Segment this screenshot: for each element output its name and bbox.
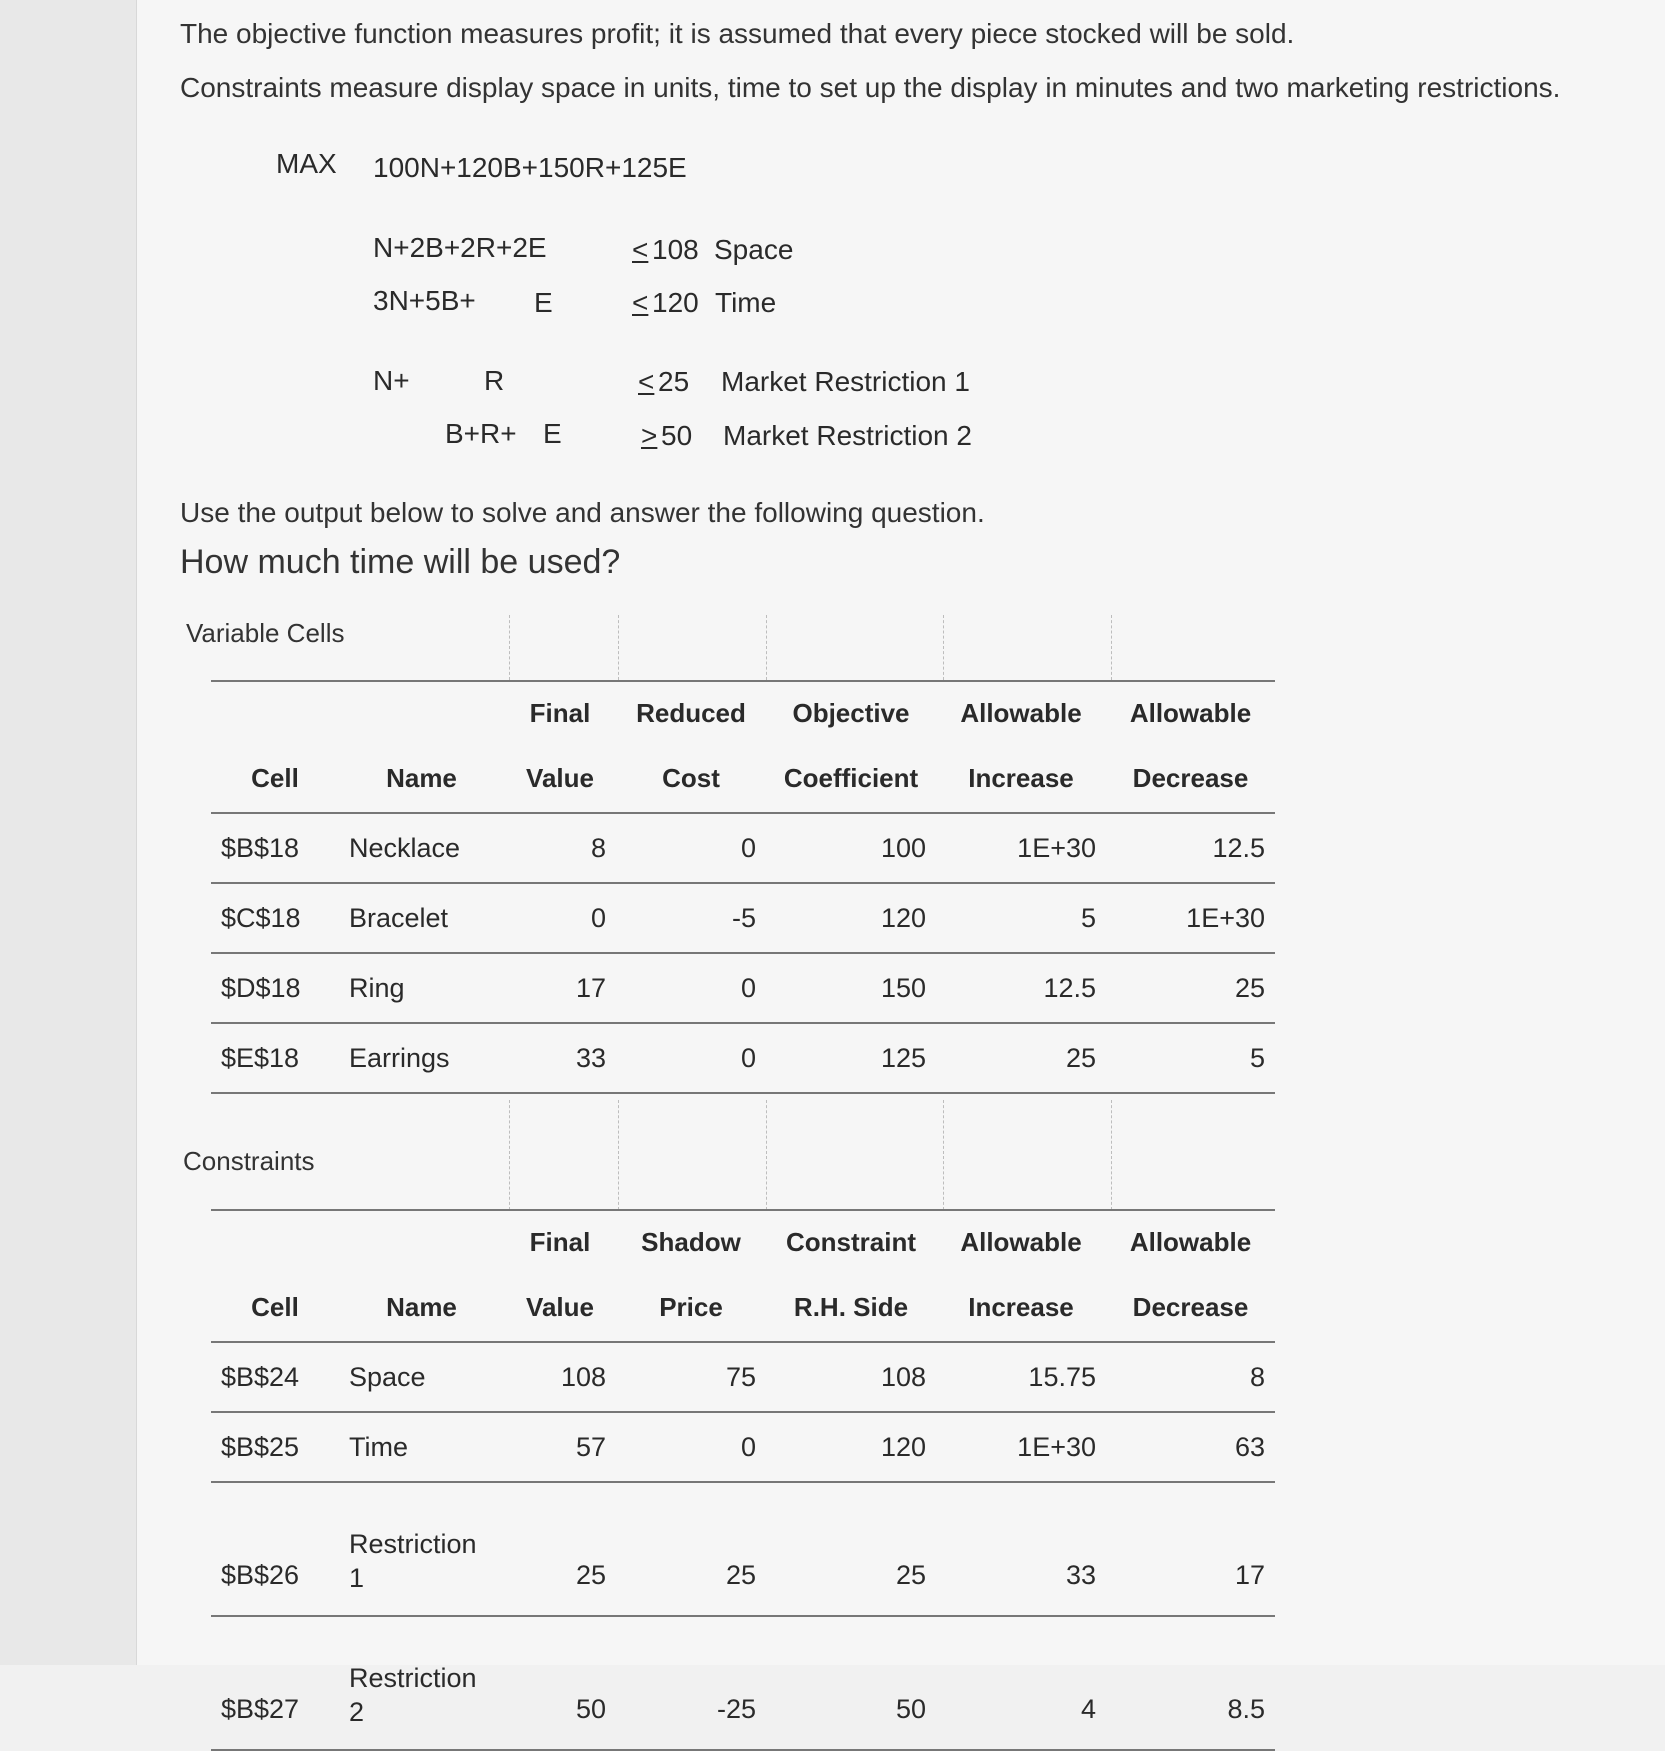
cell-allowable-increase: 4 <box>936 1616 1106 1750</box>
table-row <box>211 1342 1275 1412</box>
constraint-mr1-rhs: 25 <box>658 366 690 397</box>
cell-allowable-increase: 33 <box>936 1482 1106 1616</box>
header-cell: Cell <box>211 744 339 813</box>
header-final: Final <box>504 1210 616 1273</box>
cell-name: Ring <box>339 953 504 1023</box>
objective-function: 100N+120B+150R+125E <box>373 152 687 183</box>
variable-cells-title: Variable Cells <box>186 618 345 648</box>
table-row <box>211 1616 1275 1750</box>
constraint-space-op <box>632 234 648 266</box>
constraint-mr2-lhs-e: E <box>543 418 562 449</box>
cell-ref: $E$18 <box>211 1023 339 1093</box>
header-reduced: Reduced <box>616 681 766 744</box>
constraint-space-lhs: N+2B+2R+2E <box>373 232 547 263</box>
header-shadow: Shadow <box>616 1210 766 1273</box>
header-name: Name <box>339 744 504 813</box>
cell-allowable-decrease: 17 <box>1106 1482 1275 1616</box>
cell-objective-coefficient: 100 <box>766 813 936 883</box>
constraint-mr2-op <box>641 420 657 452</box>
cell-shadow-price: 25 <box>616 1482 766 1616</box>
cell-name: Earrings <box>339 1023 504 1093</box>
cell-allowable-decrease: 63 <box>1106 1412 1275 1482</box>
header-rh-side: R.H. Side <box>766 1273 936 1342</box>
cell-allowable-increase: 15.75 <box>936 1342 1106 1412</box>
table-header-row <box>211 1210 1275 1273</box>
cell-ref: $B$26 <box>211 1482 339 1616</box>
header-value: Value <box>504 1273 616 1342</box>
cell-allowable-decrease: 8.5 <box>1106 1616 1275 1750</box>
cell-rh-side: 50 <box>766 1616 936 1750</box>
cell-final-value: 33 <box>504 1023 616 1093</box>
constraint-time-label: Time <box>715 287 777 318</box>
cell-name: Restriction 2 <box>339 1616 504 1750</box>
constraint-time-rhs: 120 <box>652 287 699 318</box>
constraint-mr2-rhs: 50 <box>661 420 693 451</box>
table-row <box>211 1023 1275 1093</box>
table-row <box>211 953 1275 1023</box>
constraint-space-label: Space <box>714 234 794 265</box>
left-gutter <box>0 0 136 1665</box>
cell-ref: $D$18 <box>211 953 339 1023</box>
header-cell <box>339 1210 504 1273</box>
table-row <box>211 1482 1275 1616</box>
table-header-row <box>211 681 1275 744</box>
constraint-space-rhs: 108 <box>652 234 699 265</box>
header-price: Price <box>616 1273 766 1342</box>
cell-final-value: 8 <box>504 813 616 883</box>
header-cell <box>211 1210 339 1273</box>
grid-line <box>766 1100 767 1210</box>
constraint-mr2-label: Market Restriction 2 <box>723 420 972 451</box>
cell-allowable-increase: 1E+30 <box>936 813 1106 883</box>
header-value: Value <box>504 744 616 813</box>
cell-allowable-increase: 5 <box>936 883 1106 953</box>
grid-line <box>618 1100 619 1210</box>
header-name: Name <box>339 1273 504 1342</box>
constraint-time-lhs-e: E <box>534 287 553 318</box>
cell-ref: $B$25 <box>211 1412 339 1482</box>
constraint-mr2-lhs: B+R+ <box>445 418 517 449</box>
max-label: MAX <box>276 148 337 179</box>
intro-line-2: Constraints measure display space in units, time to set up the display in minutes and two marketing restrictions. <box>180 72 1561 103</box>
constraints-table <box>211 1209 1275 1751</box>
constraint-time-op-symbol: < <box>632 287 649 318</box>
header-decrease: Decrease <box>1106 744 1275 813</box>
constraint-mr2-op-symbol: > <box>641 420 658 451</box>
cell-reduced-cost: 0 <box>616 813 766 883</box>
cell-allowable-decrease: 1E+30 <box>1106 883 1275 953</box>
cell-objective-coefficient: 120 <box>766 883 936 953</box>
table-row <box>211 883 1275 953</box>
header-increase: Increase <box>936 1273 1106 1342</box>
cell-ref: $B$24 <box>211 1342 339 1412</box>
grid-line <box>509 1100 510 1210</box>
grid-line <box>1111 1100 1112 1210</box>
header-coefficient: Coefficient <box>766 744 936 813</box>
cell-final-value: 17 <box>504 953 616 1023</box>
grid-line <box>943 615 944 680</box>
cell-ref: $B$18 <box>211 813 339 883</box>
header-final: Final <box>504 681 616 744</box>
cell-name: Space <box>339 1342 504 1412</box>
cell-reduced-cost: 0 <box>616 953 766 1023</box>
cell-allowable-decrease: 12.5 <box>1106 813 1275 883</box>
constraint-mr1-op <box>638 366 654 398</box>
cell-final-value: 0 <box>504 883 616 953</box>
cell-objective-coefficient: 150 <box>766 953 936 1023</box>
cell-ref: $B$27 <box>211 1616 339 1750</box>
cell-allowable-increase: 1E+30 <box>936 1412 1106 1482</box>
cell-name: Restriction 1 <box>339 1482 504 1616</box>
header-allowable: Allowable <box>936 1210 1106 1273</box>
table-header-row <box>211 744 1275 813</box>
constraint-mr1-lhs-r: R <box>484 365 505 396</box>
constraints-title: Constraints <box>183 1146 315 1176</box>
cell-allowable-decrease: 25 <box>1106 953 1275 1023</box>
grid-line <box>766 615 767 680</box>
cell-rh-side: 108 <box>766 1342 936 1412</box>
cell-allowable-decrease: 8 <box>1106 1342 1275 1412</box>
cell-final-value: 108 <box>504 1342 616 1412</box>
grid-line <box>1111 615 1112 680</box>
header-allowable: Allowable <box>936 681 1106 744</box>
variable-cells-table <box>211 680 1275 1094</box>
cell-allowable-decrease: 5 <box>1106 1023 1275 1093</box>
constraint-mr1-op-symbol: < <box>638 366 655 397</box>
header-objective: Objective <box>766 681 936 744</box>
constraint-mr1-label: Market Restriction 1 <box>721 366 970 397</box>
constraint-space-op-symbol: < <box>632 234 649 265</box>
header-cell: Cell <box>211 1273 339 1342</box>
constraint-mr1-lhs: N+ <box>373 365 410 396</box>
constraint-time-op <box>632 287 648 319</box>
cell-allowable-increase: 25 <box>936 1023 1106 1093</box>
instruction-text: Use the output below to solve and answer the following question. <box>180 497 985 528</box>
cell-final-value: 50 <box>504 1616 616 1750</box>
header-increase: Increase <box>936 744 1106 813</box>
header-cell <box>211 681 339 744</box>
header-allowable: Allowable <box>1106 681 1275 744</box>
cell-rh-side: 120 <box>766 1412 936 1482</box>
cell-shadow-price: -25 <box>616 1616 766 1750</box>
table-row <box>211 813 1275 883</box>
table-header-row <box>211 1273 1275 1342</box>
cell-shadow-price: 75 <box>616 1342 766 1412</box>
cell-objective-coefficient: 125 <box>766 1023 936 1093</box>
grid-line <box>618 615 619 680</box>
cell-reduced-cost: 0 <box>616 1023 766 1093</box>
header-allowable: Allowable <box>1106 1210 1275 1273</box>
cell-ref: $C$18 <box>211 883 339 953</box>
grid-line <box>509 615 510 680</box>
cell-name: Necklace <box>339 813 504 883</box>
intro-line-1: The objective function measures profit; it is assumed that every piece stocked will be sold. <box>180 18 1295 49</box>
cell-reduced-cost: -5 <box>616 883 766 953</box>
cell-rh-side: 25 <box>766 1482 936 1616</box>
grid-line <box>943 1100 944 1210</box>
header-cost: Cost <box>616 744 766 813</box>
header-cell <box>339 681 504 744</box>
constraint-time-lhs: 3N+5B+ <box>373 285 476 316</box>
cell-allowable-increase: 12.5 <box>936 953 1106 1023</box>
cell-final-value: 57 <box>504 1412 616 1482</box>
cell-shadow-price: 0 <box>616 1412 766 1482</box>
table-row <box>211 1412 1275 1482</box>
cell-name: Time <box>339 1412 504 1482</box>
header-constraint: Constraint <box>766 1210 936 1273</box>
cell-name: Bracelet <box>339 883 504 953</box>
header-decrease: Decrease <box>1106 1273 1275 1342</box>
question-text: How much time will be used? <box>180 543 621 581</box>
cell-final-value: 25 <box>504 1482 616 1616</box>
